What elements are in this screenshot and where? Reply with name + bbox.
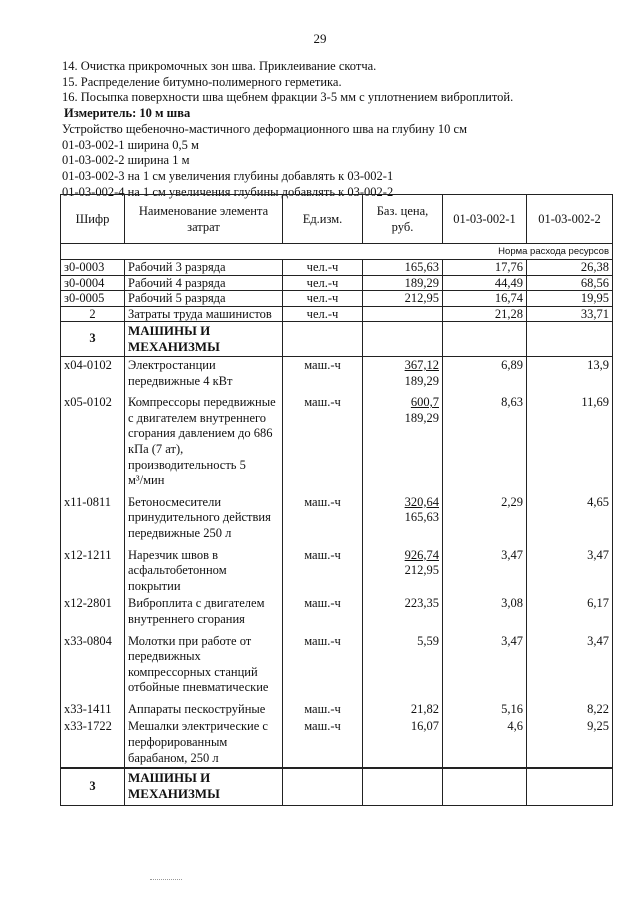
resource-code: з0-0004 [61,275,125,291]
table-row [61,633,613,701]
header-col1: 01-03-002-1 [443,195,527,244]
header-name-line1: Наименование элемента [138,204,269,218]
table-row [61,494,613,547]
resource-name-line: Аппараты пескоструйные [128,701,266,716]
table-row [61,595,613,632]
resource-unit: маш.-ч [283,357,363,395]
price-value: 926,74 [404,547,439,562]
resource-name-line: асфальтобетонном [128,563,227,578]
price-machinist: 212,95 [404,563,439,578]
resource-price [363,701,443,719]
price-machinist: 189,29 [404,410,439,425]
resource-name [125,701,283,719]
description-line: 01-03-002-4 на 1 см увеличения глубины добавлять к 03-002-2 [62,184,394,199]
norm-value-2: 3,47 [527,547,613,596]
resource-unit: маш.-ч [283,494,363,547]
resource-name [125,494,283,547]
resource-name-line: Электростанции [128,358,216,372]
resource-name [125,595,283,632]
header-name [125,195,283,244]
resource-code: х33-0804 [61,633,125,701]
norm-value-2: 4,65 [527,494,613,547]
resource-price [363,357,443,395]
table-row [61,291,613,307]
resource-code: х05-0102 [61,394,125,494]
resource-price: 212,95 [363,291,443,307]
resource-unit: чел.-ч [283,275,363,291]
resource-name-line: Молотки при работе от [128,633,252,648]
resource-unit: чел.-ч [283,306,363,322]
norm-value-2: 19,95 [527,291,613,307]
resource-unit: маш.-ч [283,701,363,719]
empty-cell [283,768,363,806]
step-14: 14. Очистка прикромочных зон шва. Приклеивание скотча. [62,59,377,73]
resource-code: х12-1211 [61,547,125,596]
page-number: 29 [313,31,327,46]
resource-price [363,547,443,596]
price-value: 5,59 [417,633,439,648]
resource-name-line: Мешалки электрические с [128,719,268,734]
price-value: 21,82 [410,701,439,716]
norm-value-2: 33,71 [527,306,613,322]
table-row [61,701,613,719]
resource-name: Рабочий 4 разряда [125,275,283,291]
norm-value-1: 17,76 [443,260,527,276]
resource-name-line: принудительного действия [128,510,271,525]
description-line: 01-03-002-1 ширина 0,5 м [62,137,199,152]
empty-cell [283,322,363,357]
norm-value-1: 3,47 [443,547,527,596]
header-code: Шифр [61,195,125,244]
resource-name [125,357,283,395]
section-title-line1: МАШИНЫ И [128,770,211,786]
resource-name [125,718,283,768]
norm-value-2: 3,47 [527,633,613,701]
resource-code: з0-0005 [61,291,125,307]
resource-unit: чел.-ч [283,291,363,307]
resource-unit: маш.-ч [283,595,363,632]
empty-cell [527,768,613,806]
description-line: Устройство щебеночно-мастичного деформационного шва на глубину 10 см [62,121,468,136]
resource-code: х04-0102 [61,357,125,395]
table-row [61,275,613,291]
resource-name-line: компрессорных станций [128,664,258,679]
resource-code: з0-0003 [61,260,125,276]
empty-cell [527,322,613,357]
resource-name-line: передвижные 250 л [128,525,232,540]
norm-value-1: 5,16 [443,701,527,719]
norm-value-1: 44,49 [443,275,527,291]
section-title-line1: МАШИНЫ И [128,323,211,338]
table-row-machinists [61,306,613,322]
empty-cell [443,768,527,806]
norm-value-1: 21,28 [443,306,527,322]
resource-unit: маш.-ч [283,718,363,768]
norm-value-1: 6,89 [443,357,527,395]
norm-value-1: 2,29 [443,494,527,547]
section-title-line2: МЕХАНИЗМЫ [128,339,220,354]
norm-value-1: 4,6 [443,718,527,768]
header-name-line2: затрат [187,220,220,234]
resource-name-line: производительность 5 [128,457,246,472]
resource-name-line: передвижных [128,649,201,664]
resource-price [363,394,443,494]
resource-name [125,394,283,494]
norm-value-1: 3,47 [443,633,527,701]
resource-name-line: перфорированным [128,735,228,750]
resource-price: 165,63 [363,260,443,276]
norm-value-1: 16,74 [443,291,527,307]
resource-name-line: отбойные пневматические [128,680,269,695]
resource-code: х33-1411 [61,701,125,719]
footer-mark [150,879,182,880]
price-value: 223,35 [404,596,439,611]
resource-name-line: покрытии [128,578,181,593]
section-title [125,322,283,357]
resource-code: х33-1722 [61,718,125,768]
measure-label: Измеритель: 10 м шва [64,106,191,121]
header-unit: Ед.изм. [283,195,363,244]
price-value: 16,07 [410,719,439,734]
price-value: 320,64 [404,494,439,509]
price-value: 600,7 [410,395,439,410]
description-line: 01-03-002-3 на 1 см увеличения глубины добавлять к 03-002-1 [62,168,394,183]
price-machinist: 165,63 [404,510,439,525]
resource-code: х11-0811 [61,494,125,547]
table-row [61,357,613,395]
norm-value-1: 3,08 [443,595,527,632]
header-price [363,195,443,244]
step-16: 16. Посыпка поверхности шва щебнем фракции 3-5 мм с уплотнением виброплитой. [62,90,514,105]
resource-code: х12-2801 [61,595,125,632]
resource-name [125,633,283,701]
resource-price [363,718,443,768]
description-line: 01-03-002-2 ширина 1 м [62,153,190,168]
resource-unit: чел.-ч [283,260,363,276]
norma-caption: Норма расхода ресурсов [61,244,613,260]
resource-name: Затраты труда машинистов [125,306,283,322]
norma-row [61,244,613,260]
resource-name-line: внутреннего сгорания [128,611,245,626]
section-title-line2: МЕХАНИЗМЫ [128,786,220,802]
resource-name-line: Виброплита с двигателем [128,596,265,611]
section-header-row-repeat [61,768,613,806]
norm-value-2: 6,17 [527,595,613,632]
resource-table [60,194,613,806]
norm-value-2: 68,56 [527,275,613,291]
resource-name-line: передвижные 4 кВт [128,373,233,388]
price-value: 367,12 [404,358,439,372]
resource-unit: маш.-ч [283,394,363,494]
table-row [61,547,613,596]
norm-value-2: 26,38 [527,260,613,276]
norm-value-2: 11,69 [527,394,613,494]
resource-name-line: Компрессоры передвижные [128,395,276,410]
resource-name: Рабочий 3 разряда [125,260,283,276]
section-number: 3 [61,322,125,357]
resource-price [363,306,443,322]
resource-name-line: сгорания давлением до 686 [128,426,273,441]
table-header-row [61,195,613,244]
norm-value-2: 13,9 [527,357,613,395]
resource-price: 189,29 [363,275,443,291]
section-header-row [61,322,613,357]
resource-code: 2 [61,306,125,322]
section-title [125,768,283,806]
resource-unit: маш.-ч [283,547,363,596]
resource-name-line: барабаном, 250 л [128,750,219,765]
resource-name-line: м³/мин [128,473,165,488]
norm-value-2: 9,25 [527,718,613,768]
section-number: 3 [61,768,125,806]
resource-name [125,547,283,596]
resource-name-line: с двигателем внутреннего [128,410,267,425]
resource-price [363,494,443,547]
empty-cell [363,768,443,806]
table-row [61,260,613,276]
resource-name-line: кПа (7 ат), [128,441,184,456]
intro-block [62,59,622,200]
resource-price [363,595,443,632]
empty-cell [443,322,527,357]
table-row [61,718,613,768]
empty-cell [363,322,443,357]
norm-value-2: 8,22 [527,701,613,719]
step-15: 15. Распределение битумно-полимерного герметика. [62,74,342,89]
header-col2: 01-03-002-2 [527,195,613,244]
resource-price [363,633,443,701]
resource-name-line: Бетоносмесители [128,494,222,509]
table-row [61,394,613,494]
header-price-line2: руб. [391,220,414,234]
resource-unit: маш.-ч [283,633,363,701]
resource-name: Рабочий 5 разряда [125,291,283,307]
resource-name-line: Нарезчик швов в [128,547,219,562]
price-machinist: 189,29 [404,373,439,388]
header-price-line1: Баз. цена, [376,204,429,218]
norm-value-1: 8,63 [443,394,527,494]
